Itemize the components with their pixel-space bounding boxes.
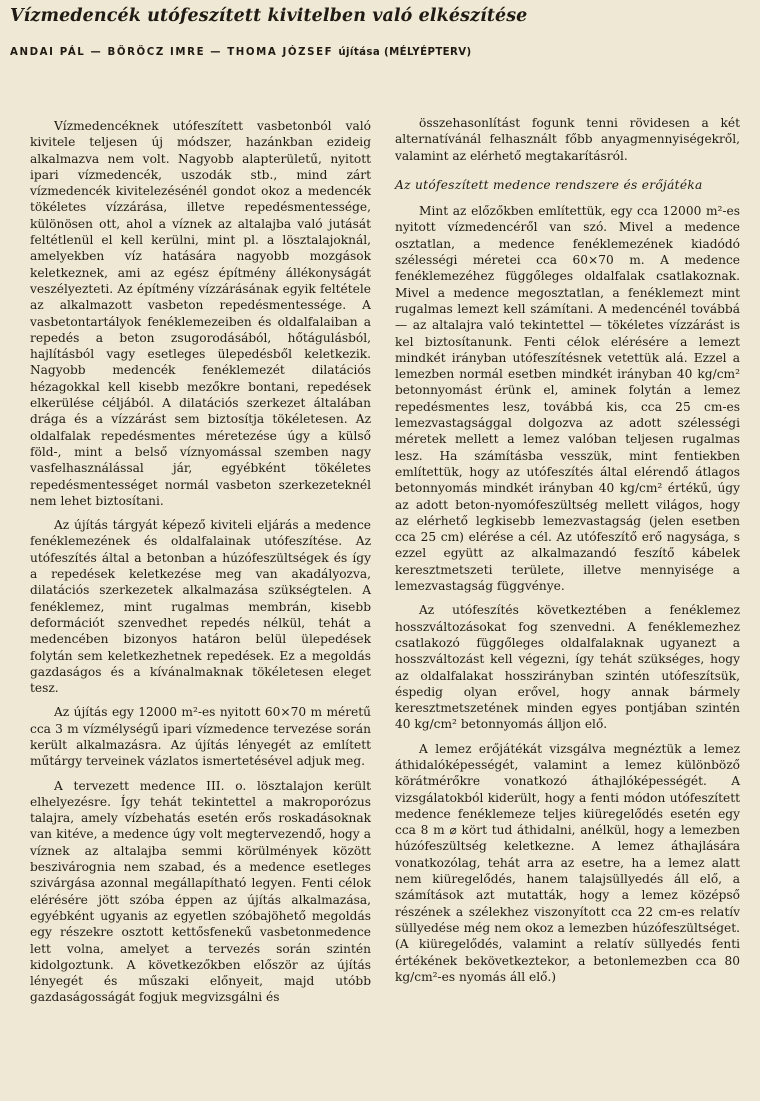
paragraph: Az utófeszítés következtében a fenéklemez hosszváltozásokat fog szenvedni. A fenéklemezhez csatlakozó függőleges oldalfalaknak ugyanezt a hosszváltozást kell végezni, így tehát szükséges, hogy az oldalfalakat hosszirányban szintén utófeszítsük, éspedig olyan erővel, hogy annak bármely keresztmetszetének minden egyes pontjában szintén 40 kg/cm² betonnyomás álljon elő. [395,603,740,732]
authors-line [10,47,750,58]
paragraph: Az újítás egy 12000 m²-es nyitott 60×70 m méretű cca 3 m vízmélységű ipari vízmedence tervezése során került alkalmazásra. Az újítás lényegét az említett műtárgy terveinek vázlatos ismertetésével adjuk meg. [30,705,371,769]
authors-names: ANDAI PÁL — BÖRÖCZ IMRE — THOMA JÓZSEF [10,47,334,58]
paragraph: Mint az előzőkben említettük, egy cca 12000 m²-es nyitott vízmedencéről van szó. Mivel a medence osztatlan, a medence fenéklemezének kiadódó szélességi méretei cca 60×70 m. A medence fenéklemezéhez függőleges oldalfalak csatlakoznak. Mivel a medence megosztatlan, a fenéklemezt mint rugalmas lemezt kell számítani. A medencénél továbbá — az altalajra való tekintettel — tökéletes vízzárást is kel biztosítanunk. Fenti célok elérésére a lemezt mindkét irányban utófeszítésnek vetettük alá. Ezzel a lemezben normál esetben mindkét irányban 40 kg/cm² betonnyomást érünk el, aminek folytán a lemez repedésmentes lesz, továbbá kis, cca 25 cm-es lemezvastagsággal dolgozva az adott szélességi méretek mellett a lemez valóban teljesen rugalmas lesz. Ha számításba vesszük, mint fentiekben említettük, hogy az utófeszítés által elérendő átlagos betonnyomás mindkét irányban 40 kg/cm² értékű, úgy az adott beton-nyomófeszültség mellett világos, hogy az elérhető legkisebb lemezvastagság (jelen esetben cca 25 cm) elérése a cél. Az utófeszítő erő nagysága, s ezzel együtt az alkalmazandó feszítő kábelek keresztmetszeti területe, illetve mennyisége a lemezvastagság függvénye. [395,204,740,594]
article-title: Vízmedencék utófeszített kivitelben való elkészítése [10,6,528,26]
paragraph: összehasonlítást fogunk tenni rövidesen a két alternatívánál felhasznált főbb anyagmennyiségekről, valamint az elérhető megtakarításról. [395,116,740,163]
left-column [30,118,371,1014]
right-column [395,115,740,993]
paragraph: A tervezett medence III. o. lösztalajon került elhelyezésre. Így tehát tekintettel a makroporózus talajra, amely vízbehatás esetén erős roskadásoknak van kitéve, a medence úgy volt megtervezendő, hogy a víznek az altalajba semmi körülmények között beszivárognia nem szabad, és a medence esetleges szivárgása azonnal megállapítható legyen. Fenti célok elérésére jött szóba éppen az újítás alkalmazása, egyébként ugyanis az egyetlen szóbajöhető megoldás egy részekre osztott kettősfenekű vasbetonmedence lett volna, amelyet a tervezés során szintén kidolgoztunk. A következőkben először az újítás lényegét és műszaki előnyeit, majd utóbb gazdaságosságát fogjuk megvizsgálni és [30,778,371,1005]
paragraph: Vízmedencéknek utófeszített vasbetonból való kivitele teljesen új módszer, hazánkban ezideig alkalmazva nem volt. Nagyobb alapterületű, nyitott ipari vízmedencék, uszodák stb., mind zárt vízmedencék kivitelezésénél gondot okoz a medencék tökéletes vízzárása, illetve repedésmentessége, különösen ott, ahol a víznek az altalajba való jutását feltétlenül el kell kerülni, mint pl. a lösztalajoknál, amelyekben víz hatására nagyobb mozgások keletkeznek, ami az egész építmény állékonyságát veszélyezteti. Az építmény vízzárásának egyik feltétele az alkalmazott vasbeton repedésmentessége. A vasbetontartályok fenéklemezeiben és oldalfalaiban a repedés a beton zsugorodásából, hőtágulásból, hajlításból vagy esetleges ülepedésből keletkezik. Nagyobb medencék fenéklemezét dilatációs hézagokkal kell kisebb mezőkre bontani, repedések elkerülése céljából. A dilatációs szerkezet általában drága és a vízzárást sem biztosítja tökéletesen. Az oldalfalak repedésmentes méretezése úgy a külső föld-, mint a belső víznyomással szemben nagy vasfelhasználással jár, egyébként tökéletes repedésmentességet normál vasbeton szerkezeteknél nem lehet biztosítani. [30,119,371,508]
section-heading: Az utófeszített medence rendszere és erőjátéka [395,177,703,192]
paragraph: Az újítás tárgyát képező kiviteli eljárás a medence fenéklemezének és oldalfalainak utófeszítése. Az utófeszítés által a betonban a húzófeszültségek és így a repedések keletkezése meg van akadályozva, dilatációs szerkezetek alkalmazása szükségtelen. A fenéklemez, mint rugalmas membrán, kisebb deformációt szenvedhet repedés nélkül, tehát a medencében bizonyos határon belül ülepedések folytán sem keletkezhetnek repedések. Ez a megoldás gazdaságos és a kívánalmaknak tökéletesen eleget tesz. [30,518,371,696]
authors-suffix: újítása (MÉLYÉPTERV) [338,47,472,58]
paragraph: A lemez erőjátékát vizsgálva megnéztük a lemez áthidalóképességét, valamint a lemez különböző körátmérőkre vonatkozó áthajlóképességét. A vizsgálatokból kiderült, hogy a fenti módon utófeszített medence fenéklemeze teljes kiüregelődés esetén egy cca 8 m ⌀ kört tud áthidalni, anélkül, hogy a lemezben húzófeszültség keletkezne. A lemez áthajlására vonatkozólag, tehát arra az esetre, ha a lemez alatt nem kiüregelődés, hanem talajsüllyedés áll elő, a számítások azt mutatták, hogy a lemez középső részének a szélekhez viszonyított cca 22 cm-es relatív süllyedése még nem okoz a lemezben húzófeszültséget. (A kiüregelődés, valamint a relatív süllyedés fenti értékének bekövetkeztekor, a betonlemezben cca 80 kg/cm²-es nyomás áll elő.) [395,741,740,984]
